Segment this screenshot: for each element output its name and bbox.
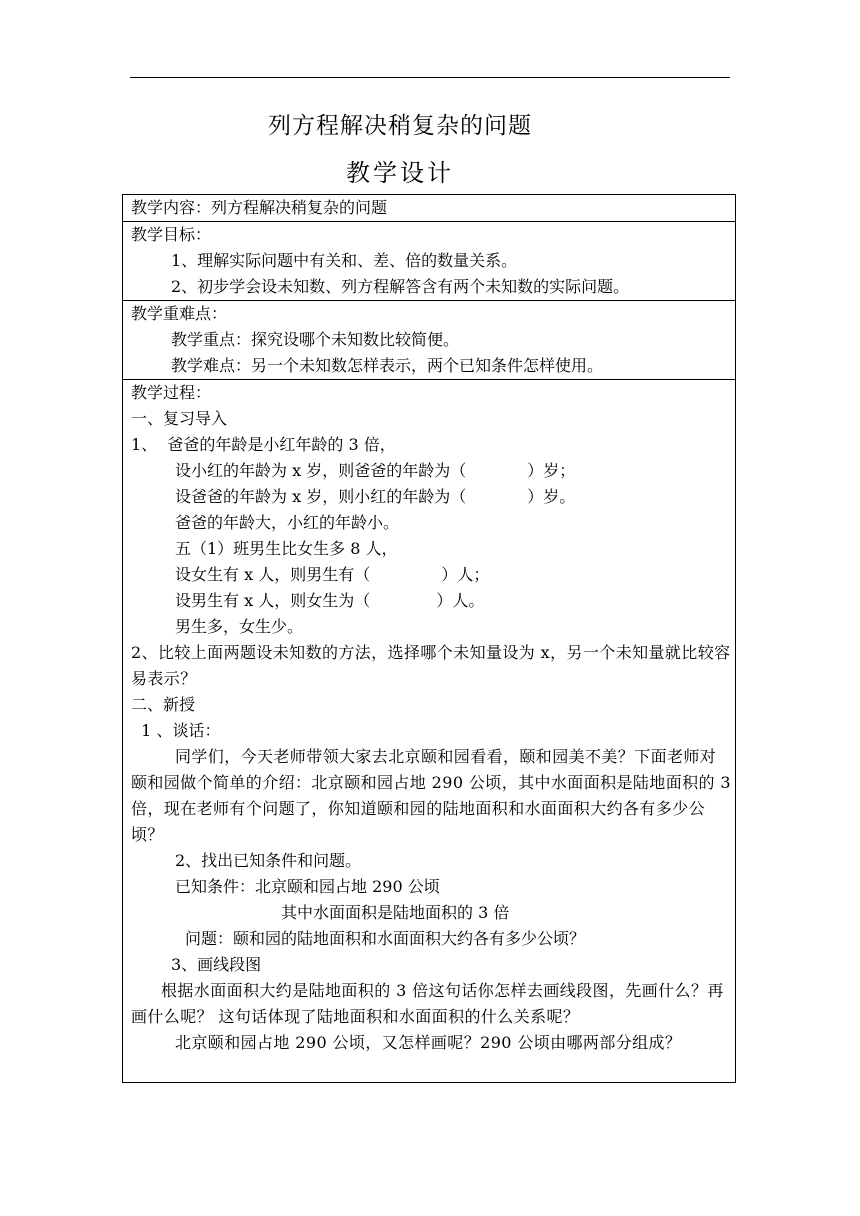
key-point-difficulty: 教学难点：另一个未知数怎样表示，两个已知条件怎样使用。 bbox=[171, 356, 604, 375]
known-condition-1: 已知条件：北京颐和园占地 290 公顷 bbox=[175, 877, 440, 896]
new-lesson-heading: 二、新授 bbox=[131, 695, 196, 714]
process-label: 教学过程： bbox=[131, 383, 212, 402]
row-key-points bbox=[123, 301, 736, 380]
goals-label: 教学目标： bbox=[131, 225, 212, 244]
review-question-1-a: 设小红的年龄为 x 岁，则爸爸的年龄为（ ）岁； bbox=[175, 461, 576, 480]
key-points-cell bbox=[123, 301, 736, 380]
row-process bbox=[123, 380, 736, 1083]
question-text: 问题：颐和园的陆地面积和水面面积大约各有多少公顷？ bbox=[185, 929, 586, 948]
goal-item-2: 2、初步学会设未知数、列方程解答含有两个未知数的实际问题。 bbox=[171, 277, 630, 296]
key-points-label: 教学重难点： bbox=[131, 304, 228, 323]
row-goals bbox=[123, 222, 736, 301]
process-cell bbox=[123, 380, 736, 1083]
lesson-plan-table bbox=[122, 194, 736, 1083]
review-question-2-b: 设男生有 x 人，则女生为（ ）人。 bbox=[175, 591, 485, 610]
header-rule bbox=[130, 77, 730, 78]
review-question-2-a: 设女生有 x 人，则男生有（ ）人； bbox=[175, 565, 490, 584]
content-label: 教学内容：列方程解决稍复杂的问题 bbox=[131, 198, 388, 217]
document-subtitle: 教学设计 bbox=[346, 159, 454, 187]
review-question-2-c: 男生多，女生少。 bbox=[175, 617, 304, 636]
draw-text: 根据水面面积大约是陆地面积的 3 倍这句话你怎样去画线段图，先画什么？再画什么呢？ 这句话体现了陆地面积和水面面积的什么关系呢？ bbox=[131, 981, 724, 1026]
find-heading: 2、找出已知条件和问题。 bbox=[175, 851, 362, 870]
review-heading: 一、复习导入 bbox=[131, 409, 228, 428]
review-compare: 2、比较上面两题设未知数的方法，选择哪个未知量设为 x，另一个未知量就比较容易表示？ bbox=[131, 643, 731, 688]
row-content bbox=[123, 195, 736, 222]
talk-heading: 1 、谈话： bbox=[131, 721, 221, 740]
review-question-1-c: 爸爸的年龄大，小红的年龄小。 bbox=[175, 513, 400, 532]
goal-item-1: 1、理解实际问题中有关和、差、倍的数量关系。 bbox=[171, 251, 518, 270]
review-question-1: 1、 爸爸的年龄是小红年龄的 3 倍， bbox=[131, 435, 396, 454]
goals-cell bbox=[123, 222, 736, 301]
content-cell bbox=[123, 195, 736, 222]
review-question-2: 五（1）班男生比女生多 8 人， bbox=[175, 539, 398, 558]
known-condition-2: 其中水面面积是陆地面积的 3 倍 bbox=[281, 903, 510, 922]
draw-heading: 3、画线段图 bbox=[171, 955, 262, 974]
process-content bbox=[131, 380, 732, 1082]
review-question-1-b: 设爸爸的年龄为 x 岁，则小红的年龄为（ ）岁。 bbox=[175, 487, 576, 506]
document-title: 列方程解决稍复杂的问题 bbox=[268, 113, 532, 139]
draw-text-2: 北京颐和园占地 290 公顷，又怎样画呢？290 公顷由哪两部分组成？ bbox=[175, 1033, 682, 1052]
key-point-focus: 教学重点：探究设哪个未知数比较简便。 bbox=[171, 330, 460, 349]
talk-text: 同学们，今天老师带领大家去北京颐和园看看，颐和园美不美？下面老师对颐和园做个简单的介绍：北京颐和园占地 290 公顷，其中水面面积是陆地面积的 3 倍，现在老师有个问题了，你知道颐和园的陆地面积和水面面积大约各有多少公顷？ bbox=[131, 747, 731, 844]
